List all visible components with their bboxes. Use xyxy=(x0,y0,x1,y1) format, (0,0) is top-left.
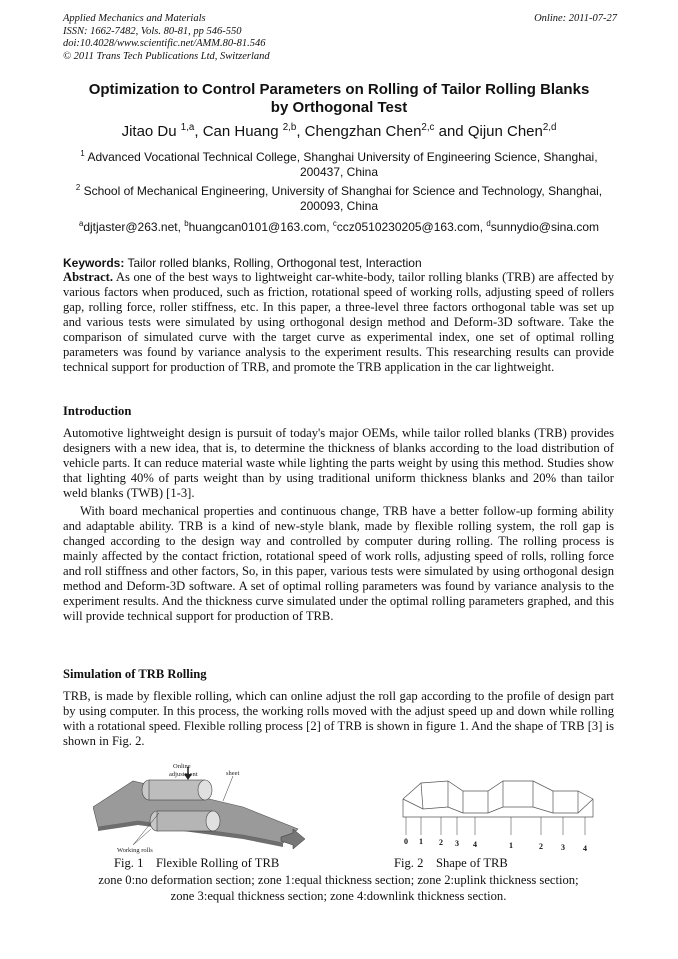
intro-paragraph-1: Automotive lightweight design is pursuit of today's major OEMs, while tailor rolled blanks (TRB) provides designers with a new idea, that is, to determine the thickness of blanks according to the load distribution of vehicle parts. It can reduce material waste while lighting the parts weight by using this method. Studies show that lighting 40% of parts weight than by using traditional uniform thickness blanks and 20% than tailor weld blanks (TWB) [1-3]. xyxy=(63,426,614,500)
author-sup: 2,d xyxy=(542,122,557,133)
zone-caption xyxy=(63,872,614,904)
zone-label: 0 xyxy=(404,837,408,846)
trb-top-profile xyxy=(403,781,593,799)
email-address[interactable]: djtjaster@263.net, xyxy=(83,220,185,234)
figure-2-trb-shape xyxy=(393,769,598,861)
author-list xyxy=(40,123,638,141)
zone-label: 3 xyxy=(455,839,459,848)
author-sup: 2,b xyxy=(282,122,297,133)
affiliation-text: School of Mechanical Engineering, University of Shanghai for Science and Technology, Shanghai, xyxy=(83,184,603,198)
author-name: Jitao Du xyxy=(121,123,177,140)
zone-label: 2 xyxy=(539,842,543,851)
journal-name: Applied Mechanics and Materials xyxy=(63,13,206,24)
affiliation-text: Advanced Vocational Technical College, Shanghai University of Engineering Science, Shanghai, xyxy=(87,150,598,164)
zone-label: 4 xyxy=(583,844,587,853)
author-separator: , xyxy=(194,123,203,140)
email-address[interactable]: huangcan0101@163.com, xyxy=(188,220,333,234)
zone-caption-line-2: zone 3:equal thickness section; zone 4:downlink thickness section. xyxy=(170,889,507,903)
zone-label: 4 xyxy=(473,840,477,849)
title-line-1: Optimization to Control Parameters on Rolling of Tailor Rolling Blanks xyxy=(88,81,590,98)
copyright-line: © 2011 Trans Tech Publications Ltd, Switzerland xyxy=(63,50,270,62)
keywords-label: Keywords: xyxy=(63,256,125,270)
email-sup: a xyxy=(79,219,84,228)
affiliation-2 xyxy=(50,184,628,214)
zone-label: 1 xyxy=(419,837,423,846)
abstract-text: As one of the best ways to lightweight car-white-body, tailor rolling blanks (TRB) are affected by various factors when produced, such as friction, rotational speed of working rolls, adjusting speed of rollers gap, rolling force, roller stiffness, etc. In this paper, a three-level three factors orthogonal table was set up and various tests were simulated by using orthogonal design method and Deform-3D software. Take the comparison of simulated curve with the target curve as experimental index, one set of optimal rolling parameters was found by variance analysis to the experiment results. This researching results can provide technical support for production of TRB, and promote the TRB application in the car lightweight. xyxy=(63,270,614,374)
author-sup: 2,c xyxy=(421,122,435,133)
title-line-2: by Orthogonal Test xyxy=(270,99,408,116)
author-sup: 1,a xyxy=(180,122,195,133)
affiliation-number: 1 xyxy=(80,149,85,158)
intro-paragraph-2: With board mechanical properties and continuous change, TRB have a better follow-up forming ability and adaptable ability. TRB is a kind of new-style blank, made by flexible rolling system, the roll gap is changed according to the design way and controlled by computer during rolling. The rolling process is mainly affected by the contact friction, rotational speed of work rolls, adjusting speed of rolls, rolling force and roll stiffness and other factors, So, in this paper, various tests were simulated by using orthogonal design method and Deform-3D software. A set of optimal rolling parameters was found by variance analysis to the experiment results. And the thickness curve simulated under the optimal rolling parameters graphed, and this will provide technical support for production of TRB. xyxy=(63,504,614,623)
simulation-paragraph: TRB, is made by flexible rolling, which can online adjust the roll gap according to the profile of design part by using computer. In this process, the working rolls moved with the adjust speed up and down while rolling with a rotational speed. Flexible rolling process [2] of TRB is shown in figure 1. And the shape of TRB [3] is shown in Fig. 2. xyxy=(63,689,614,748)
zone-caption-line-1: zone 0:no deformation section; zone 1:equal thickness section; zone 2:uplink thickness section; xyxy=(98,873,579,887)
author-emails xyxy=(50,220,628,235)
figures-row xyxy=(63,763,614,855)
paper-title xyxy=(50,81,628,117)
email-sup: b xyxy=(184,219,189,228)
publication-header xyxy=(63,13,617,63)
zone-label: 2 xyxy=(439,838,443,847)
doi-line: doi:10.4028/www.scientific.net/AMM.80-81.546 xyxy=(63,38,266,49)
label-sheet: sheet xyxy=(226,770,240,777)
email-address[interactable]: ccz0510230205@163.com, xyxy=(336,220,487,234)
issn-line: ISSN: 1662-7482, Vols. 80-81, pp 546-550 xyxy=(63,25,242,37)
figure-1-flexible-rolling xyxy=(93,763,323,855)
lower-roll xyxy=(150,811,220,831)
zone-label: 3 xyxy=(561,843,565,852)
author-name: Can Huang xyxy=(202,123,279,140)
email-address[interactable]: sunnydio@sina.com xyxy=(490,220,599,234)
upper-roll xyxy=(142,780,212,800)
figure-1-caption: Fig. 1 Flexible Rolling of TRB xyxy=(114,856,280,870)
affiliation-number: 2 xyxy=(75,183,81,192)
label-adjustment: adjustment xyxy=(169,771,198,778)
section-heading-simulation: Simulation of TRB Rolling xyxy=(63,667,207,681)
keywords-text: Tailor rolled blanks, Rolling, Orthogonal test, Interaction xyxy=(124,256,422,270)
author-name: Chengzhan Chen xyxy=(304,123,422,140)
label-online: Online xyxy=(173,763,191,770)
author-separator: and xyxy=(434,123,468,140)
figure-2-caption: Fig. 2 Shape of TRB xyxy=(394,856,508,870)
online-date: Online: 2011-07-27 xyxy=(534,13,617,24)
abstract xyxy=(63,270,614,375)
keywords xyxy=(63,256,614,271)
affiliation-postcode: 200437, China xyxy=(299,165,379,179)
section-heading-introduction: Introduction xyxy=(63,404,132,418)
abstract-label: Abstract. xyxy=(63,270,114,284)
affiliation-1 xyxy=(50,150,628,180)
author-name: Qijun Chen xyxy=(467,123,543,140)
trb-front-profile xyxy=(403,799,593,813)
affiliation-postcode: 200093, China xyxy=(299,199,379,213)
author-separator: , xyxy=(296,123,305,140)
email-sup: c xyxy=(332,219,337,228)
email-sup: d xyxy=(486,219,491,228)
label-working-rolls: Working rolls xyxy=(117,847,153,854)
zone-label: 1 xyxy=(509,841,513,850)
